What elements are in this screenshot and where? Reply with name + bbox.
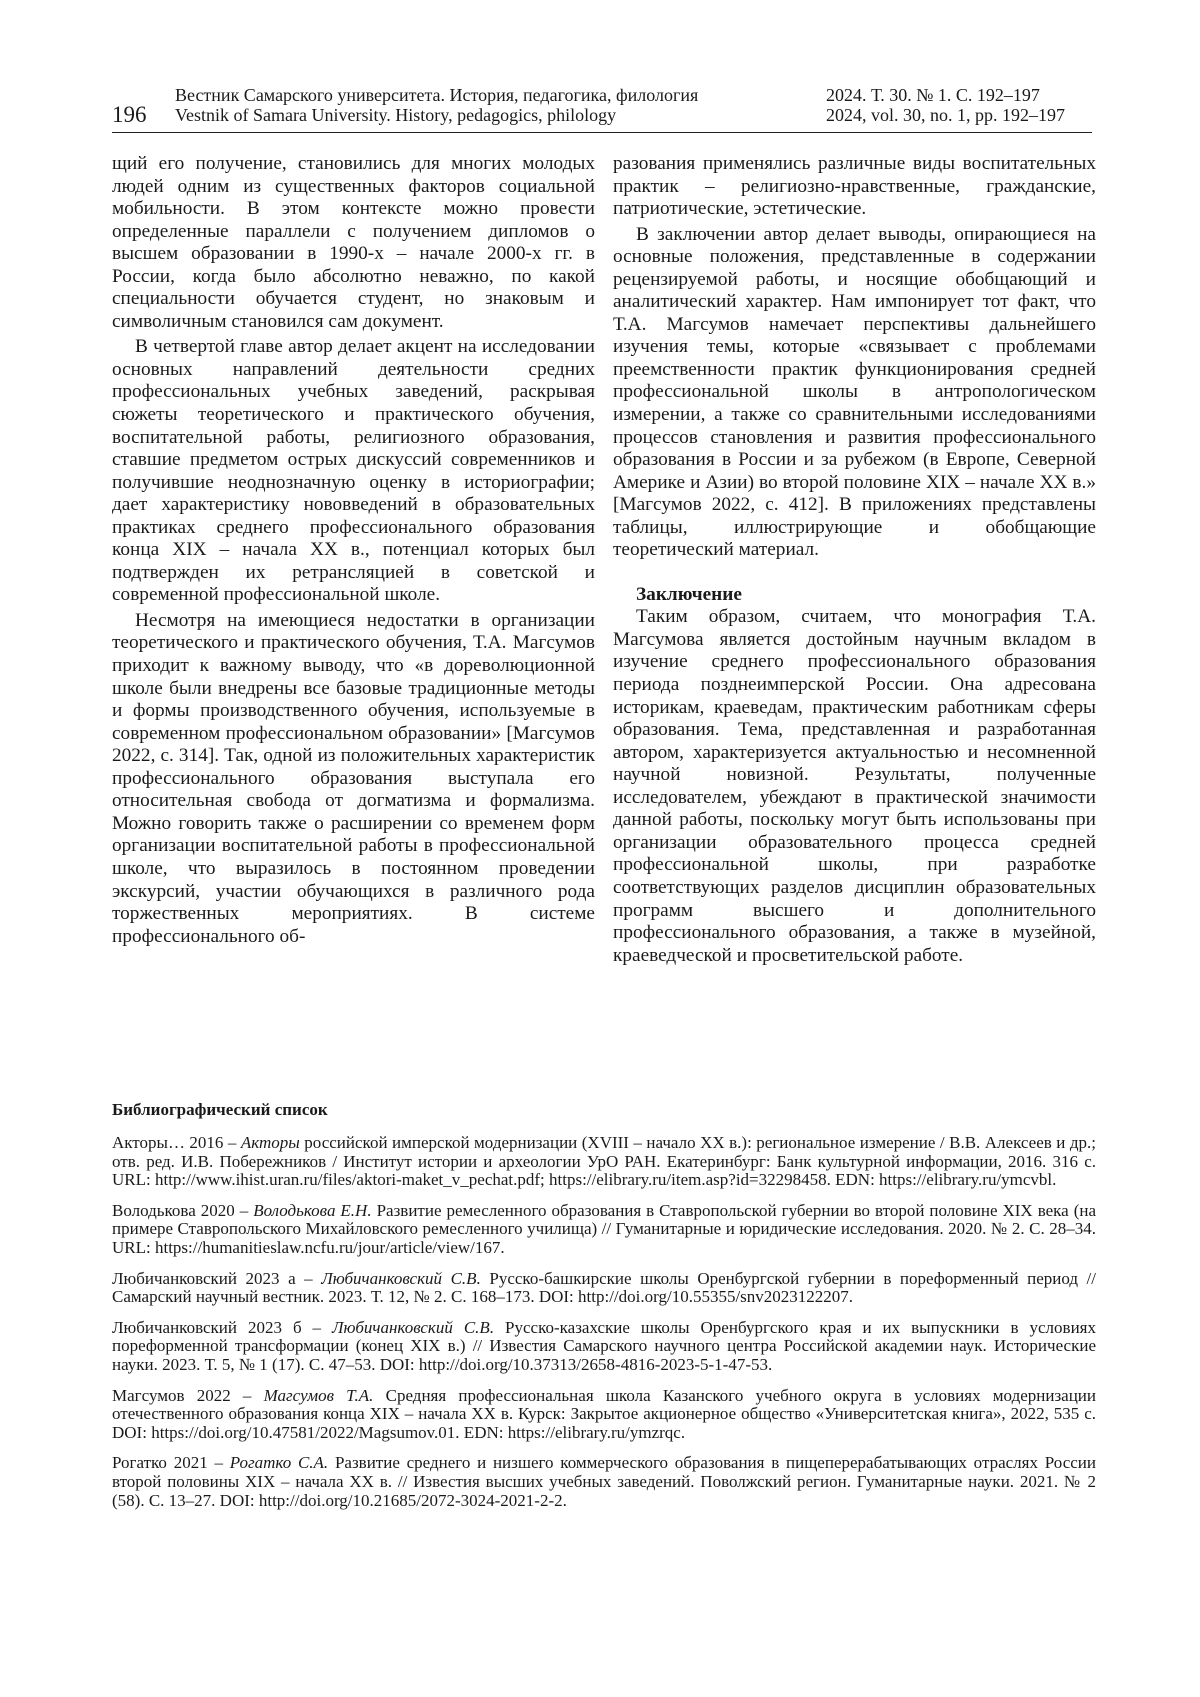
paragraph: В четвертой главе автор делает акцент на исследовании основных направлений деятельности средних профессиональных учебных заведений, раскрывая сюжеты теоретического и практического обучения, воспитательной работы, религиозного образования, ставшие предметом острых дискуссий современников и получившие неоднозначную оценку в историографии; дает характеристику нововведений в образовательных практиках среднего профессионального образования конца XIX – начала XX в., потенциал которых был подтвержден их ретрансляцией в советской и современной профессиональной школе. bbox=[112, 336, 595, 606]
reference-text: Русско-башкирские школы Оренбургской губернии в пореформенный период // Самарский научный вестник. 2023. Т. 12, № 2. С. 168–173. DOI: http://doi.org/10.55355/snv2023122207. bbox=[112, 1268, 1096, 1307]
reference-text: Развитие ремесленного образования в Ставропольской губернии во второй половине XIX века (на примере Ставропольского Михайловского ремесленного училища) // Гуманитарные и юридические исследования. 2020. № 2. С. 28–34. URL: https://humanitieslaw.ncfu.ru/jour/article/view/167. bbox=[112, 1200, 1096, 1257]
reference-author: Рогатко С.А. bbox=[229, 1453, 329, 1473]
reference-key: Любичанковский 2023 а – bbox=[112, 1268, 322, 1288]
reference-author: Володькова Е.Н. bbox=[253, 1200, 372, 1220]
issue-info-ru: 2024. Т. 30. № 1. С. 192–197 bbox=[826, 85, 1040, 105]
bibliography bbox=[112, 1100, 1096, 1522]
running-header bbox=[112, 82, 1092, 133]
reference-item bbox=[112, 1270, 1096, 1307]
reference-item bbox=[112, 1134, 1096, 1190]
reference-key: Володькова 2020 – bbox=[112, 1200, 254, 1220]
page-number: 196 bbox=[112, 102, 147, 127]
left-column bbox=[112, 153, 595, 948]
paragraph: Таким образом, считаем, что монография Т.А. Магсумова является достойным научным вкладом в изучение среднего профессионального образования периода позднеимперской России. Она адресована историкам, краеведам, практическим работникам сферы образования. Тема, представленная и разработанная автором, характеризуется актуальностью и несомненной научной новизной. Результаты, полученные исследователем, убеждают в практической значимости данной работы, поскольку могут быть использованы при организации образовательного процесса средней профессиональной школы, при разработке соответствующих разделов дисциплин образовательных программ высшего и дополнительного профессионального образования, а также в музейной, краеведческой и просветительской работе. bbox=[613, 606, 1096, 966]
reference-key: Магсумов 2022 – bbox=[112, 1385, 264, 1405]
paragraph: Несмотря на имеющиеся недостатки в организации теоретического и практического обучения, Т.А. Магсумов приходит к важному выводу, что «в дореволюционной школе были внедрены все базовые традиционные методы и формы производственного обучения, используемые в современном профессиональном образовании» [Магсумов 2022, с. 314]. Так, одной из положительных характеристик профессионального образования выступала его относительная свобода от догматизма и формализма. Можно говорить также о расширении со временем форм организации воспитательной работы в профессиональной школе, что выразилось в постоянном проведении экскурсий, участии обучающихся в различного рода торжественных мероприятиях. В системе профессионального об- bbox=[112, 609, 595, 947]
journal-title bbox=[175, 85, 698, 125]
bibliography-title: Библиографический список bbox=[112, 1100, 328, 1119]
reference-key: Рогатко 2021 – bbox=[112, 1453, 230, 1473]
reference-author: Любичанковский С.В. bbox=[332, 1317, 495, 1337]
issue-info bbox=[826, 85, 1065, 125]
reference-text: Русско-казахские школы Оренбургского края и их выпускники в условиях пореформенной трансформации (конец XIX в.) // Известия Самарского научного центра Российской академии наук. Исторические науки. 2023. Т. 5, № 1 (17). С. 47–53. DOI: http://doi.org/10.37313/2658-4816-2023-5-1-47-53. bbox=[112, 1317, 1096, 1374]
reference-item bbox=[112, 1387, 1096, 1443]
journal-title-en: Vestnik of Samara University. History, pedagogics, philology bbox=[175, 105, 617, 125]
reference-author: Любичанковский С.В. bbox=[321, 1268, 481, 1288]
issue-info-en: 2024, vol. 30, no. 1, pp. 192–197 bbox=[826, 105, 1066, 125]
section-heading-conclusion: Заключение bbox=[636, 583, 742, 605]
reference-text: Развитие среднего и низшего коммерческого образования в пищеперерабатывающих отраслях России второй половины XIX – начала XX в. // Известия высших учебных заведений. Поволжский регион. Гуманитарные науки. 2021. № 2 (58). С. 13–27. DOI: http://doi.org/10.21685/2072-3024-2021-2-2. bbox=[112, 1453, 1096, 1510]
journal-title-ru: Вестник Самарского университета. История, педагогика, филология bbox=[175, 85, 699, 105]
reference-text: Средняя профессиональная школа Казанского учебного округа в условиях модернизации отечественного образования конца XIX – начала XX в. Курск: Закрытое акционерное общество «Университетская книга», 2022, 535 с. DOI: https://doi.org/10.47581/2022/Magsumov.01. EDN: https://elibrary.ru/ymzrqc. bbox=[112, 1385, 1097, 1442]
reference-item bbox=[112, 1319, 1096, 1375]
paragraph: разования применялись различные виды воспитательных практик – религиозно-нравственные, гражданские, патриотические, эстетические. bbox=[613, 153, 1096, 220]
reference-author: Магсумов Т.А. bbox=[263, 1385, 374, 1405]
reference-author: Акторы bbox=[240, 1133, 300, 1152]
right-column bbox=[613, 153, 1096, 967]
reference-item bbox=[112, 1454, 1096, 1510]
reference-key: Любичанковский 2023 б – bbox=[112, 1317, 333, 1337]
reference-key: Акторы… 2016 – bbox=[112, 1133, 241, 1152]
paragraph: щий его получение, становились для многих молодых людей одним из существенных факторов социальной мобильности. В этом контексте можно провести определенные параллели с получением дипломов о высшем образовании в 1990-х – начале 2000-х гг. в России, когда было абсолютно неважно, по какой специальности обучается студент, но знаковым и символичным становился сам документ. bbox=[112, 153, 595, 332]
paragraph: В заключении автор делает выводы, опирающиеся на основные положения, представленные в содержании рецензируемой работы, и носящие обобщающий и аналитический характер. Нам импонирует тот факт, что Т.А. Магсумов намечает перспективы дальнейшего изучения темы, которые «связывает с проблемами преемственности практик функционирования средней профессиональной школы в антропологическом измерении, а также со сравнительными исследованиями процессов становления и развития профессионального образования в России и за рубежом (в Европе, Северной Америке и Азии) во второй половине XIX – начале XX в.» [Магсумов 2022, с. 412]. В приложениях представлены таблицы, иллюстрирующие и обобщающие теоретический материал. bbox=[613, 223, 1096, 561]
reference-item bbox=[112, 1202, 1096, 1258]
reference-text: российской имперской модернизации (XVIII – начало XX в.): региональное измерение / В.В. Алексеев и др.; отв. ред. И.В. Побережников / Институт истории и археологии УрО РАН. Екатеринбург: Банк культурной информации, 2016. 316 с. URL: http://www.ihist.uran.ru/files/aktori-maket_v_pechat.pdf; https://elibrary.ru/item.asp?id=32298458. EDN: https://elibrary.ru/ymcvbl. bbox=[112, 1133, 1096, 1190]
